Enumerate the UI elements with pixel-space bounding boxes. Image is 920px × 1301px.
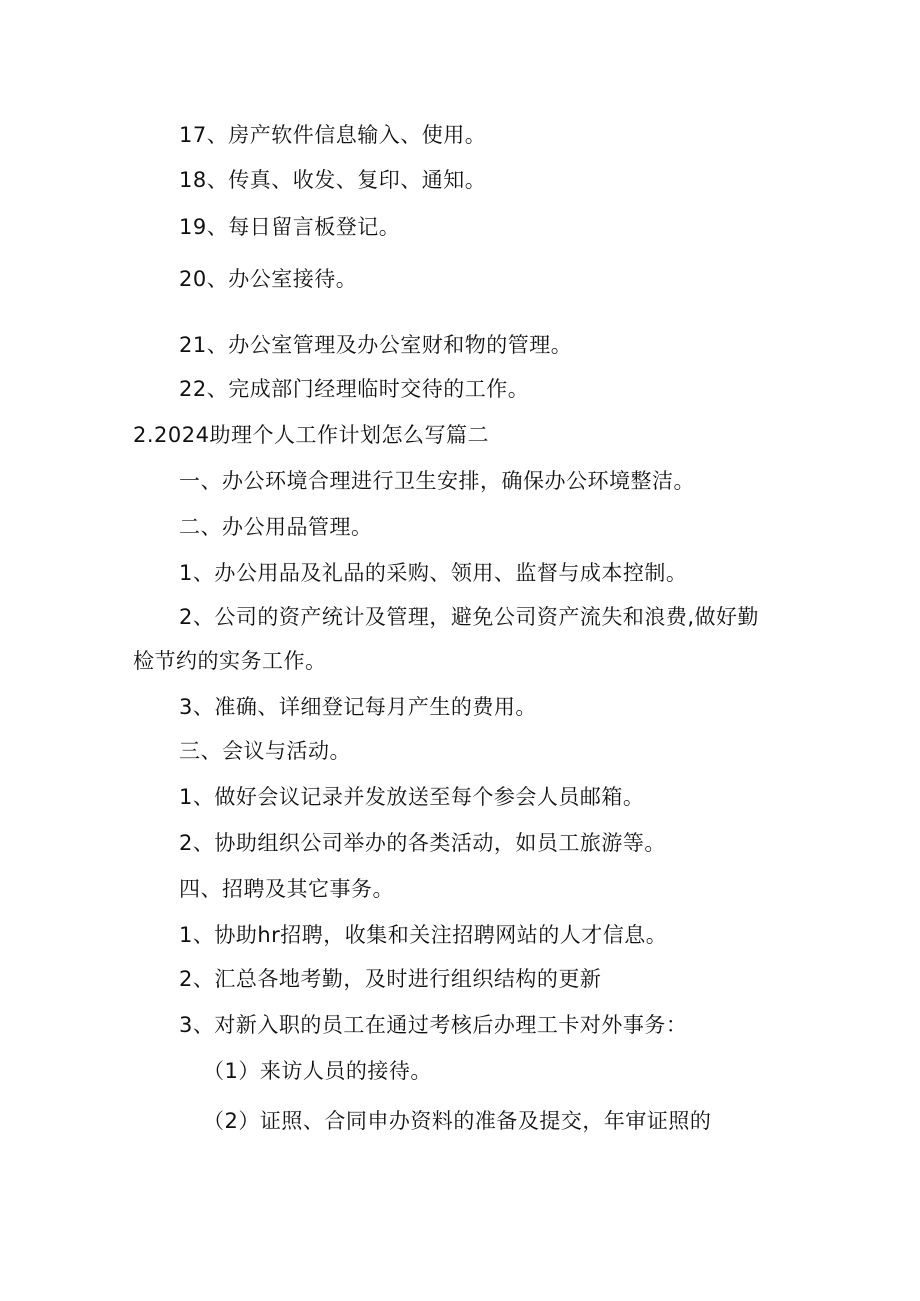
section-item-3-heading: 三、会议与活动。: [179, 739, 351, 763]
list-item-22: 22、完成部门经理临时交待的工作。: [179, 377, 530, 401]
list-item-18: 18、传真、收发、复印、通知。: [179, 168, 487, 192]
sub-item-1: 1、办公用品及礼品的采购、领用、监督与成本控制。: [179, 561, 688, 585]
recruit-item-2: 2、汇总各地考勤，及时进行组织结构的更新: [179, 967, 602, 991]
meeting-item-2: 2、协助组织公司举办的各类活动，如员工旅游等。: [179, 831, 666, 855]
recruit-item-1: 1、协助hr招聘，收集和关注招聘网站的人才信息。: [179, 923, 668, 947]
sub-item-2: 2、公司的资产统计及管理，避免公司资产流失和浪费,做好勤: [179, 605, 760, 629]
section-title: 2.2024助理个人工作计划怎么写篇二: [133, 423, 489, 447]
sub-item-3: 3、准确、详细登记每月产生的费用。: [179, 695, 537, 719]
recruit-item-3: 3、对新入职的员工在通过考核后办理工卡对外事务：: [179, 1013, 688, 1037]
list-item-17: 17、房产软件信息输入、使用。: [179, 123, 487, 147]
list-item-21: 21、办公室管理及办公室财和物的管理。: [179, 333, 573, 357]
section-item-4-heading: 四、招聘及其它事务。: [179, 877, 394, 901]
list-item-19: 19、每日留言板登记。: [179, 215, 401, 239]
list-item-20: 20、办公室接待。: [179, 267, 358, 291]
sub-item-2-continued: 检节约的实务工作。: [133, 649, 327, 673]
section-item-1: 一、办公环境合理进行卫生安排，确保办公环境整洁。: [179, 469, 695, 493]
recruit-subitem-2: （2）证照、合同申办资料的准备及提交，年审证照的: [203, 1109, 712, 1133]
recruit-subitem-1: （1）来访人员的接待。: [203, 1059, 432, 1083]
meeting-item-1: 1、做好会议记录并发放送至每个参会人员邮箱。: [179, 785, 645, 809]
section-item-2-heading: 二、办公用品管理。: [179, 515, 373, 539]
